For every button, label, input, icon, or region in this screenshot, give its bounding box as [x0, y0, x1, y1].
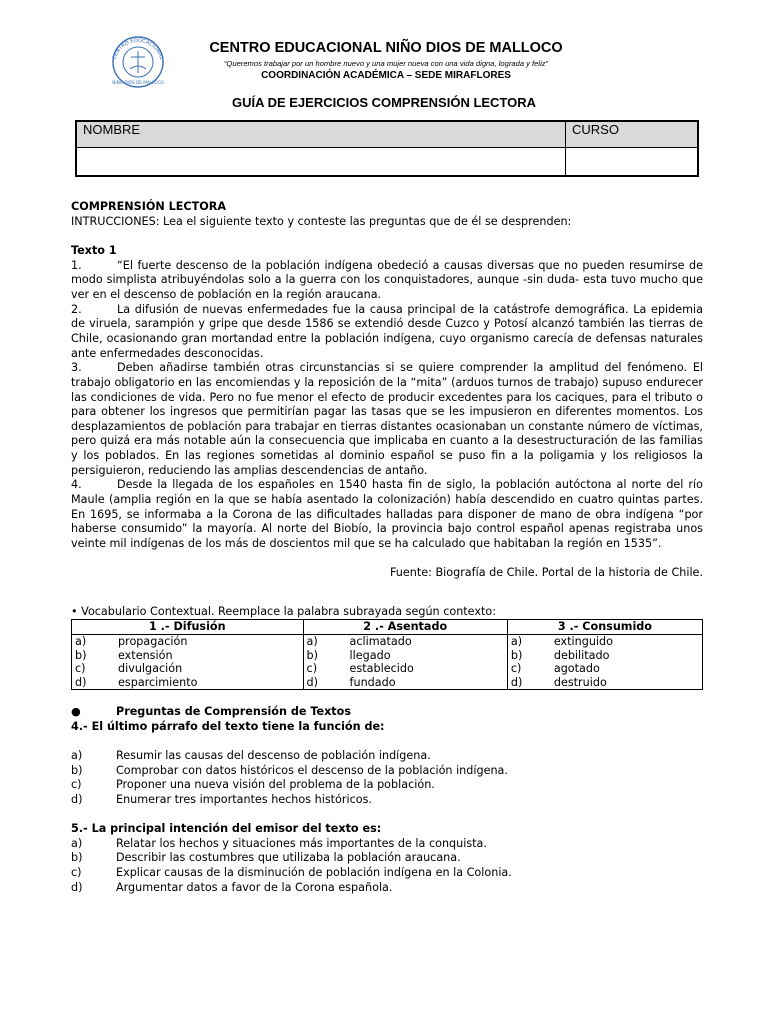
vocab-option[interactable] [303, 676, 507, 690]
option-letter: a) [71, 836, 83, 850]
paragraph-number: 1. [71, 258, 82, 272]
vocab-option[interactable] [72, 649, 304, 663]
vocab-option[interactable] [303, 649, 507, 663]
bullet: ● [71, 704, 81, 718]
option-letter: c) [510, 662, 522, 676]
option-text: Describir las costumbres que utilizaba la población araucana. [116, 851, 461, 865]
question-4-title: 4.- El último párrafo del texto tiene la función de: [71, 719, 385, 733]
questions-header-label: Preguntas de Comprensión de Textos [116, 704, 351, 718]
answer-option[interactable] [71, 764, 703, 779]
svg-text:NIÑO DIOS DE MALLOCO: NIÑO DIOS DE MALLOCO [112, 80, 164, 85]
option-letter: d) [306, 675, 319, 689]
option-letter: a) [75, 634, 87, 648]
option-text: Enumerar tres importantes hechos históricos. [116, 792, 372, 806]
option-letter: c) [306, 662, 318, 676]
vocab-header: 3 .- Consumido [507, 620, 702, 635]
vocab-intro: • Vocabulario Contextual. Reemplace la palabra subrayada según contexto: [71, 604, 496, 618]
vocab-option[interactable] [303, 662, 507, 676]
school-header [172, 39, 600, 82]
option-letter: c) [75, 662, 86, 676]
option-text: Comprobar con datos históricos el descenso de la población indígena. [116, 763, 508, 777]
paragraph-text: “El fuerte descenso de la población indígena obedeció a causas diversas que no pueden resumirse de modo simplista atribuyéndolas solo a la guerra con los conquistadores, aunque -sin duda- esta tuvo mucho que ver en el descenso de población en la región araucana. [71, 258, 703, 301]
option-letter: a) [306, 634, 318, 648]
instructions: INTRUCCIONES: Lea el siguiente texto y conteste las preguntas que de él se desprenden: [71, 214, 572, 228]
option-letter: d) [510, 675, 523, 689]
option-letter: b) [71, 851, 83, 865]
answer-option[interactable] [71, 851, 703, 866]
vocab-header: 1 .- Difusión [72, 620, 304, 635]
questions-header [71, 705, 703, 720]
paragraph-number: 2. [71, 302, 82, 316]
option-word: llegado [349, 648, 391, 662]
vocab-option[interactable] [507, 634, 702, 648]
question-5-title: 5.- La principal intención del emisor del texto es: [71, 822, 382, 836]
option-word: destruido [553, 675, 607, 689]
answer-option[interactable] [71, 881, 703, 896]
vocab-header: 2 .- Asentado [303, 620, 507, 635]
answer-option[interactable] [71, 837, 703, 852]
vocab-option[interactable] [507, 676, 702, 690]
answer-option[interactable] [71, 749, 703, 764]
vocab-table [71, 619, 703, 690]
paragraph-3 [71, 361, 703, 478]
answer-option[interactable] [71, 866, 703, 881]
vocab-option[interactable] [72, 662, 304, 676]
paragraph-number: 4. [71, 478, 82, 492]
option-letter: d) [75, 675, 87, 689]
name-field[interactable] [76, 148, 566, 177]
paragraph-4 [71, 478, 703, 551]
option-word: agotado [553, 662, 600, 676]
answer-option[interactable] [71, 778, 703, 793]
vocab-option[interactable] [507, 649, 702, 663]
paragraph-1 [71, 259, 703, 303]
option-text: Argumentar datos a favor de la Corona española. [116, 880, 393, 894]
option-letter: d) [71, 792, 83, 806]
option-word: extinguido [553, 634, 613, 648]
option-word: fundado [349, 675, 396, 689]
coordination-line: COORDINACIÓN ACADÉMICA – SEDE MIRAFLORES [261, 70, 511, 81]
option-text: Resumir las causas del descenso de población indígena. [116, 748, 431, 762]
svg-text:CENTRO EDUCACIONAL: CENTRO EDUCACIONAL [111, 37, 165, 61]
vocab-row [72, 649, 703, 663]
student-info-table [75, 120, 699, 177]
section-title: COMPRENSIÓN LECTORA [71, 200, 227, 213]
document-body [71, 200, 703, 895]
paragraph-text: Desde la llegada de los españoles en 1540 hasta fin de siglo, la población autóctona al norte del río Maule (amplia región en la que se había asentado la colonización) había descendido en cuatro quintas partes. En 1695, se informaba a la Corona de las dificultades halladas para disponer de mano de obra indígena “por haberse consumido” la mayoría. Al norte del Biobío, la provincia bajo control español apenas registraba unos veinte mil indígenas de los más de doscientos mil que se ha calculado que habitaban la región en 1535”. [71, 478, 703, 551]
option-word: debilitado [553, 648, 610, 662]
paragraph-text: La difusión de nuevas enfermedades fue la causa principal de la catástrofe demográfica. La epidemia de viruela, sarampión y gripe que desde 1586 se extendió desde Cuzco y Potosí alcanzó también las tierras de Chile, ocasionando gran mortandad entre la población indígena, cuyo organismo carecía de defensas naturales ante enfermedades desconocidas. [71, 302, 703, 360]
question-4-options [71, 749, 703, 808]
option-word: divulgación [118, 662, 183, 676]
option-word: establecido [349, 662, 414, 676]
vocab-row [72, 662, 703, 676]
option-letter: c) [71, 866, 82, 880]
source-citation: Fuente: Biografía de Chile. Portal de la historia de Chile. [389, 566, 703, 580]
option-text: Relatar los hechos y situaciones más importantes de la conquista. [116, 836, 487, 850]
option-word: propagación [118, 634, 188, 648]
vocab-option[interactable] [72, 634, 304, 648]
guide-title: GUÍA DE EJERCICIOS COMPRENSIÓN LECTORA [231, 95, 537, 110]
option-letter: a) [510, 634, 523, 648]
name-label: NOMBRE [76, 121, 566, 148]
option-letter: b) [71, 763, 83, 777]
course-label: CURSO [566, 121, 699, 148]
school-motto: “Queremos trabajar por un hombre nuevo y una mujer nueva con una vida digna, lograda y feliz” [223, 59, 549, 68]
school-name: CENTRO EDUCACIONAL NIÑO DIOS DE MALLOCO [209, 40, 563, 56]
text-title: Texto 1 [71, 243, 117, 257]
question-5-options [71, 837, 703, 896]
option-letter: a) [71, 748, 83, 762]
option-word: aclimatado [349, 634, 412, 648]
vocab-option[interactable] [72, 676, 304, 690]
option-text: Explicar causas de la disminución de población indígena en la Colonia. [116, 866, 512, 880]
option-letter: b) [510, 648, 523, 662]
answer-option[interactable] [71, 793, 703, 808]
paragraph-2 [71, 303, 703, 362]
school-logo [104, 33, 172, 89]
paragraph-text: Deben añadirse también otras circunstancias si se quiere comprender la amplitud del fenómeno. El trabajo obligatorio en las encomiendas y la reposición de la “mita” (arduos turnos de trabajo) supuso endurecer las condiciones de vida. Pero no fue menor el efecto de producir excedentes para los caciques, para el tributo o para obtener los ingresos que permitirían pagar las tasas que se les impusieron en diferentes momentos. Los desplazamientos de población para trabajar en tierras distantes ocasionaban un constante número de víctimas, pero quizá era más notable aún la consecuencia que implicaba en cuanto a la desestructuración de las familias y los poblados. En las regiones sometidas al dominio español se puso fin a la poligamia y los religiosos la persiguieron, reduciendo las amplias descendencias de antaño. [71, 361, 703, 477]
vocab-option[interactable] [507, 662, 702, 676]
vocab-row [72, 634, 703, 648]
vocab-option[interactable] [303, 634, 507, 648]
option-word: extensión [118, 648, 173, 662]
option-letter: c) [71, 778, 82, 792]
option-text: Proponer una nueva visión del problema de la población. [116, 778, 435, 792]
paragraph-number: 3. [71, 361, 82, 375]
option-letter: b) [75, 648, 87, 662]
course-field[interactable] [566, 148, 699, 177]
option-letter: d) [71, 880, 83, 894]
option-word: esparcimiento [118, 675, 198, 689]
vocab-row [72, 676, 703, 690]
option-letter: b) [306, 648, 319, 662]
